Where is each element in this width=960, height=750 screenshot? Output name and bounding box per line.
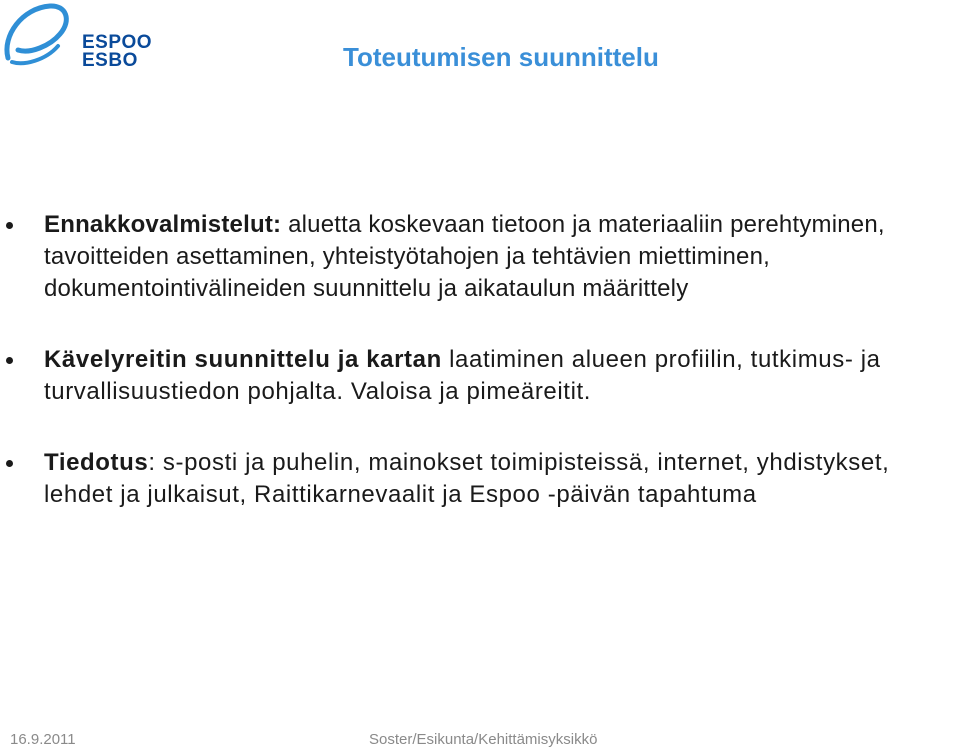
bullet-dot-icon — [6, 357, 13, 364]
page-title: Toteutumisen suunnittelu — [343, 42, 659, 72]
bullet-item — [0, 209, 960, 305]
bullet-dot-icon — [6, 222, 13, 229]
espoo-swirl-icon — [0, 0, 80, 80]
bullet-text: : s-posti ja puhelin, mainokset toimipisteissä, internet, yhdistykset, lehdet ja julkaisut, Raittikarnevaalit ja Espoo -päivän tapahtuma — [44, 449, 890, 508]
bullet-text: laatiminen alueen profiilin, tutkimus- ja turvallisuustiedon pohjalta. Valoisa ja pimeäreitit. — [44, 346, 881, 405]
bullet-heading: Kävelyreitin suunnittelu ja kartan — [44, 346, 442, 373]
footer-date: 16.9.2011 — [10, 731, 76, 748]
bullet-heading: Ennakkovalmistelut: — [44, 211, 282, 238]
bullet-heading: Tiedotus — [44, 449, 149, 476]
bullet-item — [0, 447, 960, 511]
logo-line-esbo: ESBO — [82, 50, 138, 71]
logo-line-espoo: ESPOO — [82, 32, 153, 53]
espoo-logo — [0, 0, 160, 80]
bullet-item — [0, 344, 960, 408]
bullet-text: aluetta koskevaan tietoon ja materiaaliin perehtyminen, tavoitteiden asettaminen, yhteistyötahojen ja tehtävien miettiminen, dokumentointivälineiden suunnittelu ja aikataulun määrittely — [44, 211, 885, 302]
footer-organization: Soster/Esikunta/Kehittämisyksikkö — [369, 731, 598, 748]
logo-wordmark — [82, 34, 152, 70]
bullet-list — [0, 209, 960, 511]
bullet-dot-icon — [6, 460, 13, 467]
